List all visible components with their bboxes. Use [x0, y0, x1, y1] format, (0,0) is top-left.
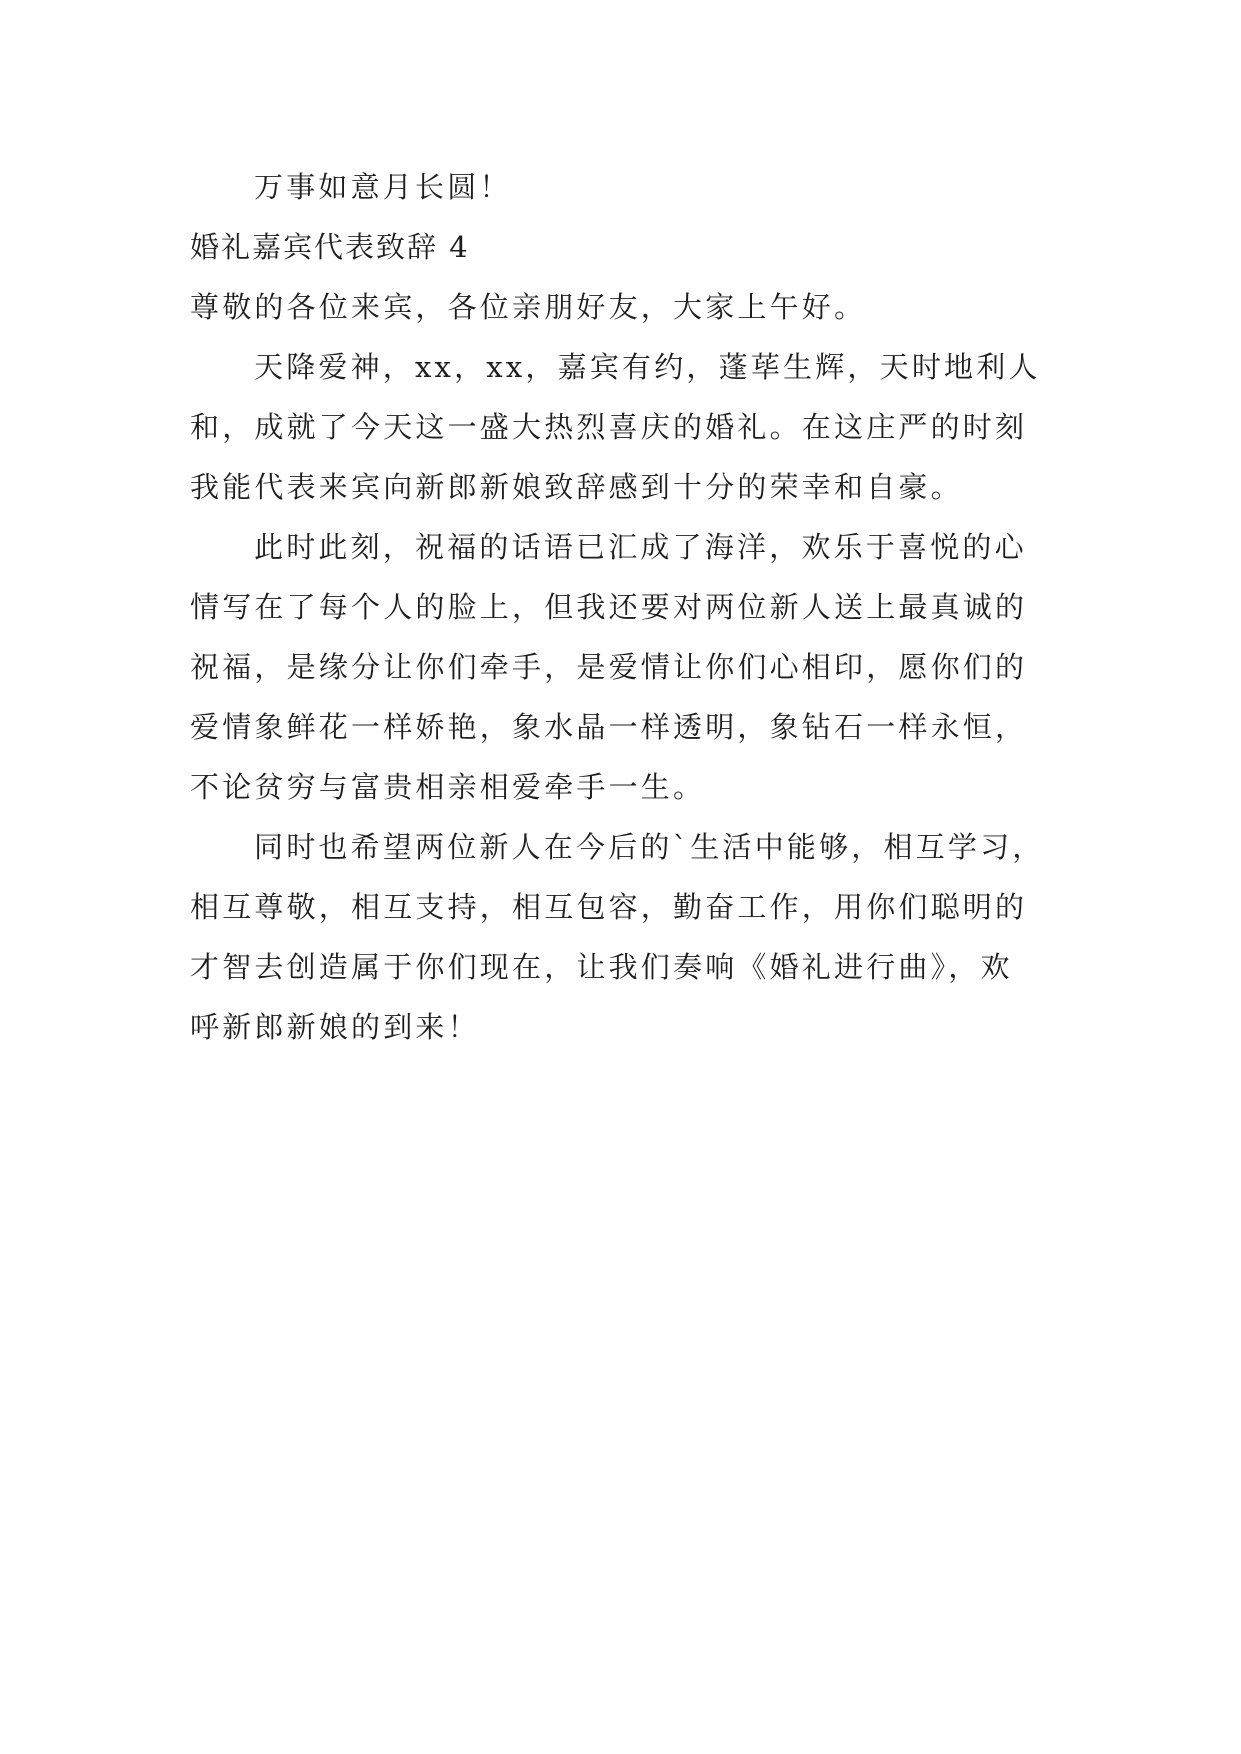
paragraph-line: 爱情象鲜花一样娇艳，象水晶一样透明，象钻石一样永恒，: [190, 710, 1028, 744]
paragraph-line: 我能代表来宾向新郎新娘致辞感到十分的荣幸和自豪。: [190, 470, 963, 504]
paragraph-line: 呼新郎新娘的到来！: [190, 1010, 480, 1044]
paragraph-line: 相互尊敬，相互支持，相互包容，勤奋工作，用你们聪明的: [190, 890, 1028, 924]
paragraph-2: [190, 517, 1052, 817]
paragraph-line: 不论贫穷与富贵相亲相爱牵手一生。: [190, 770, 706, 804]
paragraph-3: [190, 817, 1052, 1057]
paragraph-line: 此时此刻，祝福的话语已汇成了海洋，欢乐于喜悦的心: [254, 530, 1027, 564]
paragraph-1: [190, 337, 1052, 517]
paragraph-line: 天降爱神，xx，xx，嘉宾有约，蓬荜生辉，天时地利人: [254, 350, 1041, 384]
paragraph-line: 情写在了每个人的脸上，但我还要对两位新人送上最真诚的: [190, 590, 1028, 624]
section-title: 婚礼嘉宾代表致辞 4: [190, 230, 470, 264]
paragraph-line: 才智去创造属于你们现在，让我们奏响《婚礼进行曲》，欢: [190, 950, 1013, 984]
paragraph-line: 和，成就了今天这一盛大热烈喜庆的婚礼。在这庄严的时刻: [190, 410, 1028, 444]
greeting-line: 尊敬的各位来宾，各位亲朋好友，大家上午好。: [190, 290, 867, 324]
closing-line: 万事如意月长圆！: [254, 170, 512, 204]
paragraph-line: 同时也希望两位新人在今后的`生活中能够，相互学习，: [254, 830, 1045, 864]
paragraph-line: 祝福，是缘分让你们牵手，是爱情让你们心相印，愿你们的: [190, 650, 1028, 684]
document-body: [190, 157, 1052, 1057]
